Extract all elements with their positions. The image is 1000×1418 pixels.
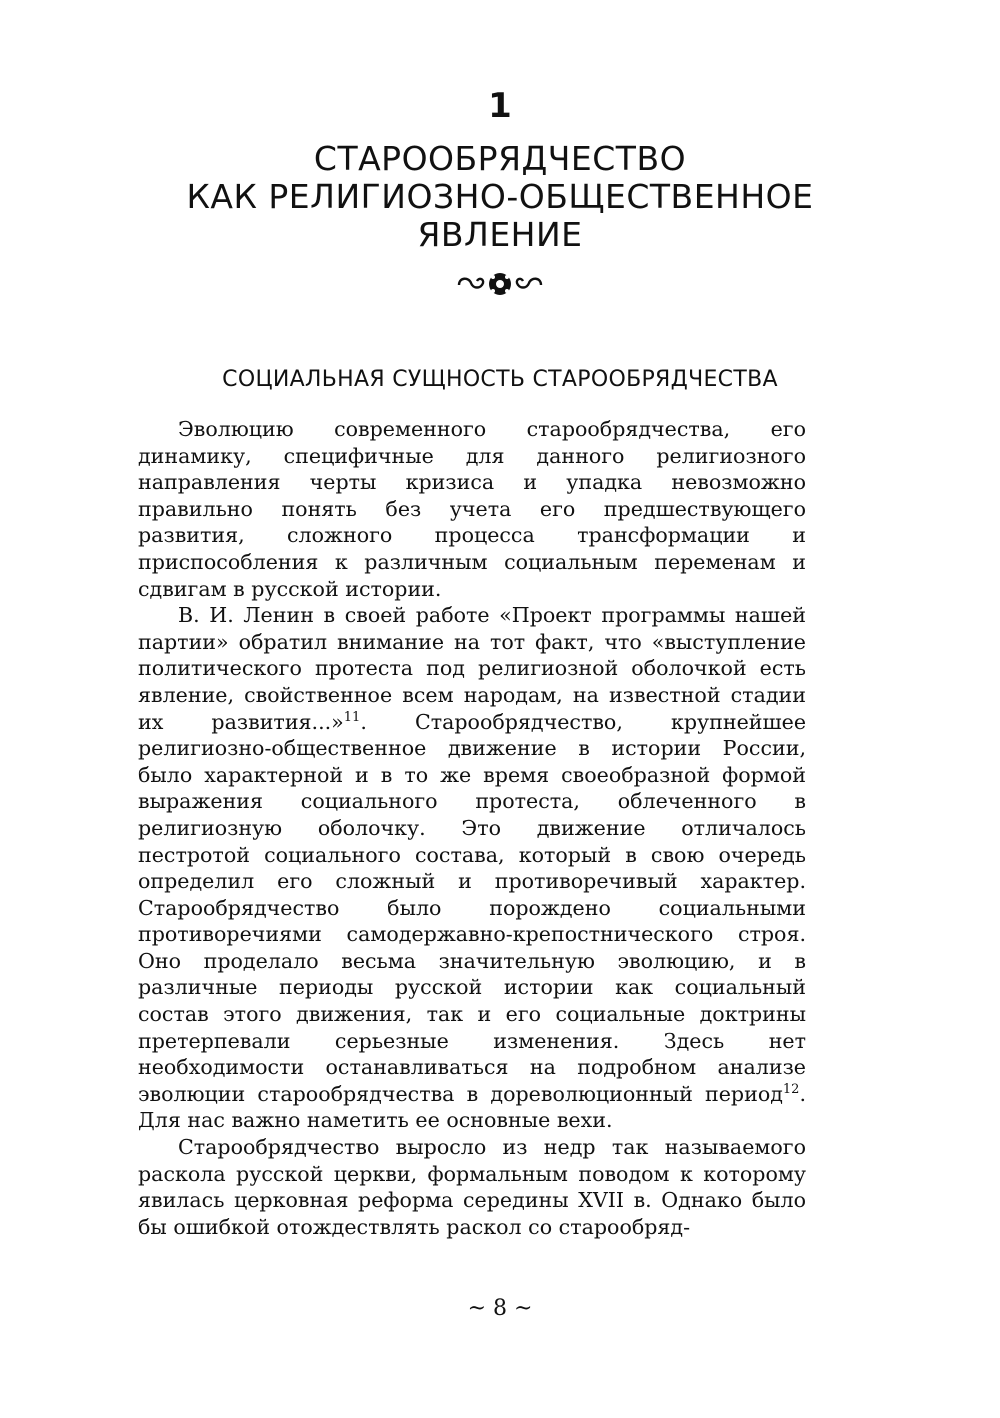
footnote-ref-12: 12	[782, 1081, 800, 1097]
section-heading: СОЦИАЛЬНАЯ СУЩНОСТЬ СТАРООБРЯДЧЕСТВА	[222, 367, 778, 392]
chapter-title	[80, 140, 920, 254]
ornament-left-scroll	[459, 279, 483, 288]
ornament-center-dot	[496, 280, 504, 288]
floral-ornament-icon	[0, 266, 1000, 301]
chapter-title-line-3: ЯВЛЕНИЕ	[417, 215, 583, 254]
ornament-petal-4	[505, 289, 509, 293]
floral-ornament-svg	[455, 267, 545, 301]
chapter-number: 1	[488, 86, 512, 126]
ornament-petal-3	[491, 289, 495, 293]
chapter-title-line-1: СТАРООБРЯДЧЕСТВО	[313, 139, 687, 178]
paragraph-1: Эволюцию современного старообрядчества, его динамику, специфичные для данного религиозного направления черты кризиса и упадка невозможно правильно понять без учета его предшествующего развития, сложного процесса трансформации и приспособления к различным социальным переменам и сдвигам в русской истории.	[138, 417, 806, 601]
paragraph-2-part-1: В. И. Ленин в своей работе «Проект программы нашей партии» обратил внимание на тот факт, что «выступление политического протеста под религиозной оболочкой есть явление, свойственное всем народам, на известной стадии их развития...»	[138, 603, 806, 734]
ornament-right-scroll	[517, 279, 541, 288]
page-number: ~ 8 ~	[467, 1296, 533, 1321]
body-text	[138, 416, 806, 1240]
paragraph-2-part-2: . Старообрядчество, крупнейшее религиозно-общественное движение в истории России, было характерной и в то же время своеобразной формой выражения социального протеста, облеченного в религиозную оболочку. Это движение отличалось пестротой социального состава, который в свою очередь определил его сложный и противоречивый характер. Старообрядчество было порождено социальными противоречиями самодержавно-крепостнического строя. Оно проделало весьма значительную эволюцию, и в различные периоды русской истории как социальный состав этого движения, так и его социальные доктрины претерпевали серьезные изменения. Здесь нет необходимости останавливаться на подробном анализе эволюции старообрядчества в дореволюционный период	[138, 709, 807, 1106]
footnote-ref-11: 11	[343, 709, 361, 725]
ornament-petal-2	[505, 275, 509, 279]
paragraph-3: Старообрядчество выросло из недр так называемого раскола русской церкви, формальным поводом к которому явилась церковная реформа середины XVII в. Однако было бы ошибкой отождествлять раскол со старообряд-	[138, 1135, 806, 1239]
chapter-title-line-2: КАК РЕЛИГИОЗНО-ОБЩЕСТВЕННОЕ	[186, 177, 814, 216]
paragraph-2-part-3: . Для нас важно наметить ее основные вехи.	[138, 1081, 806, 1133]
ornament-petal-1	[491, 275, 495, 279]
paragraph-2	[138, 602, 806, 1134]
